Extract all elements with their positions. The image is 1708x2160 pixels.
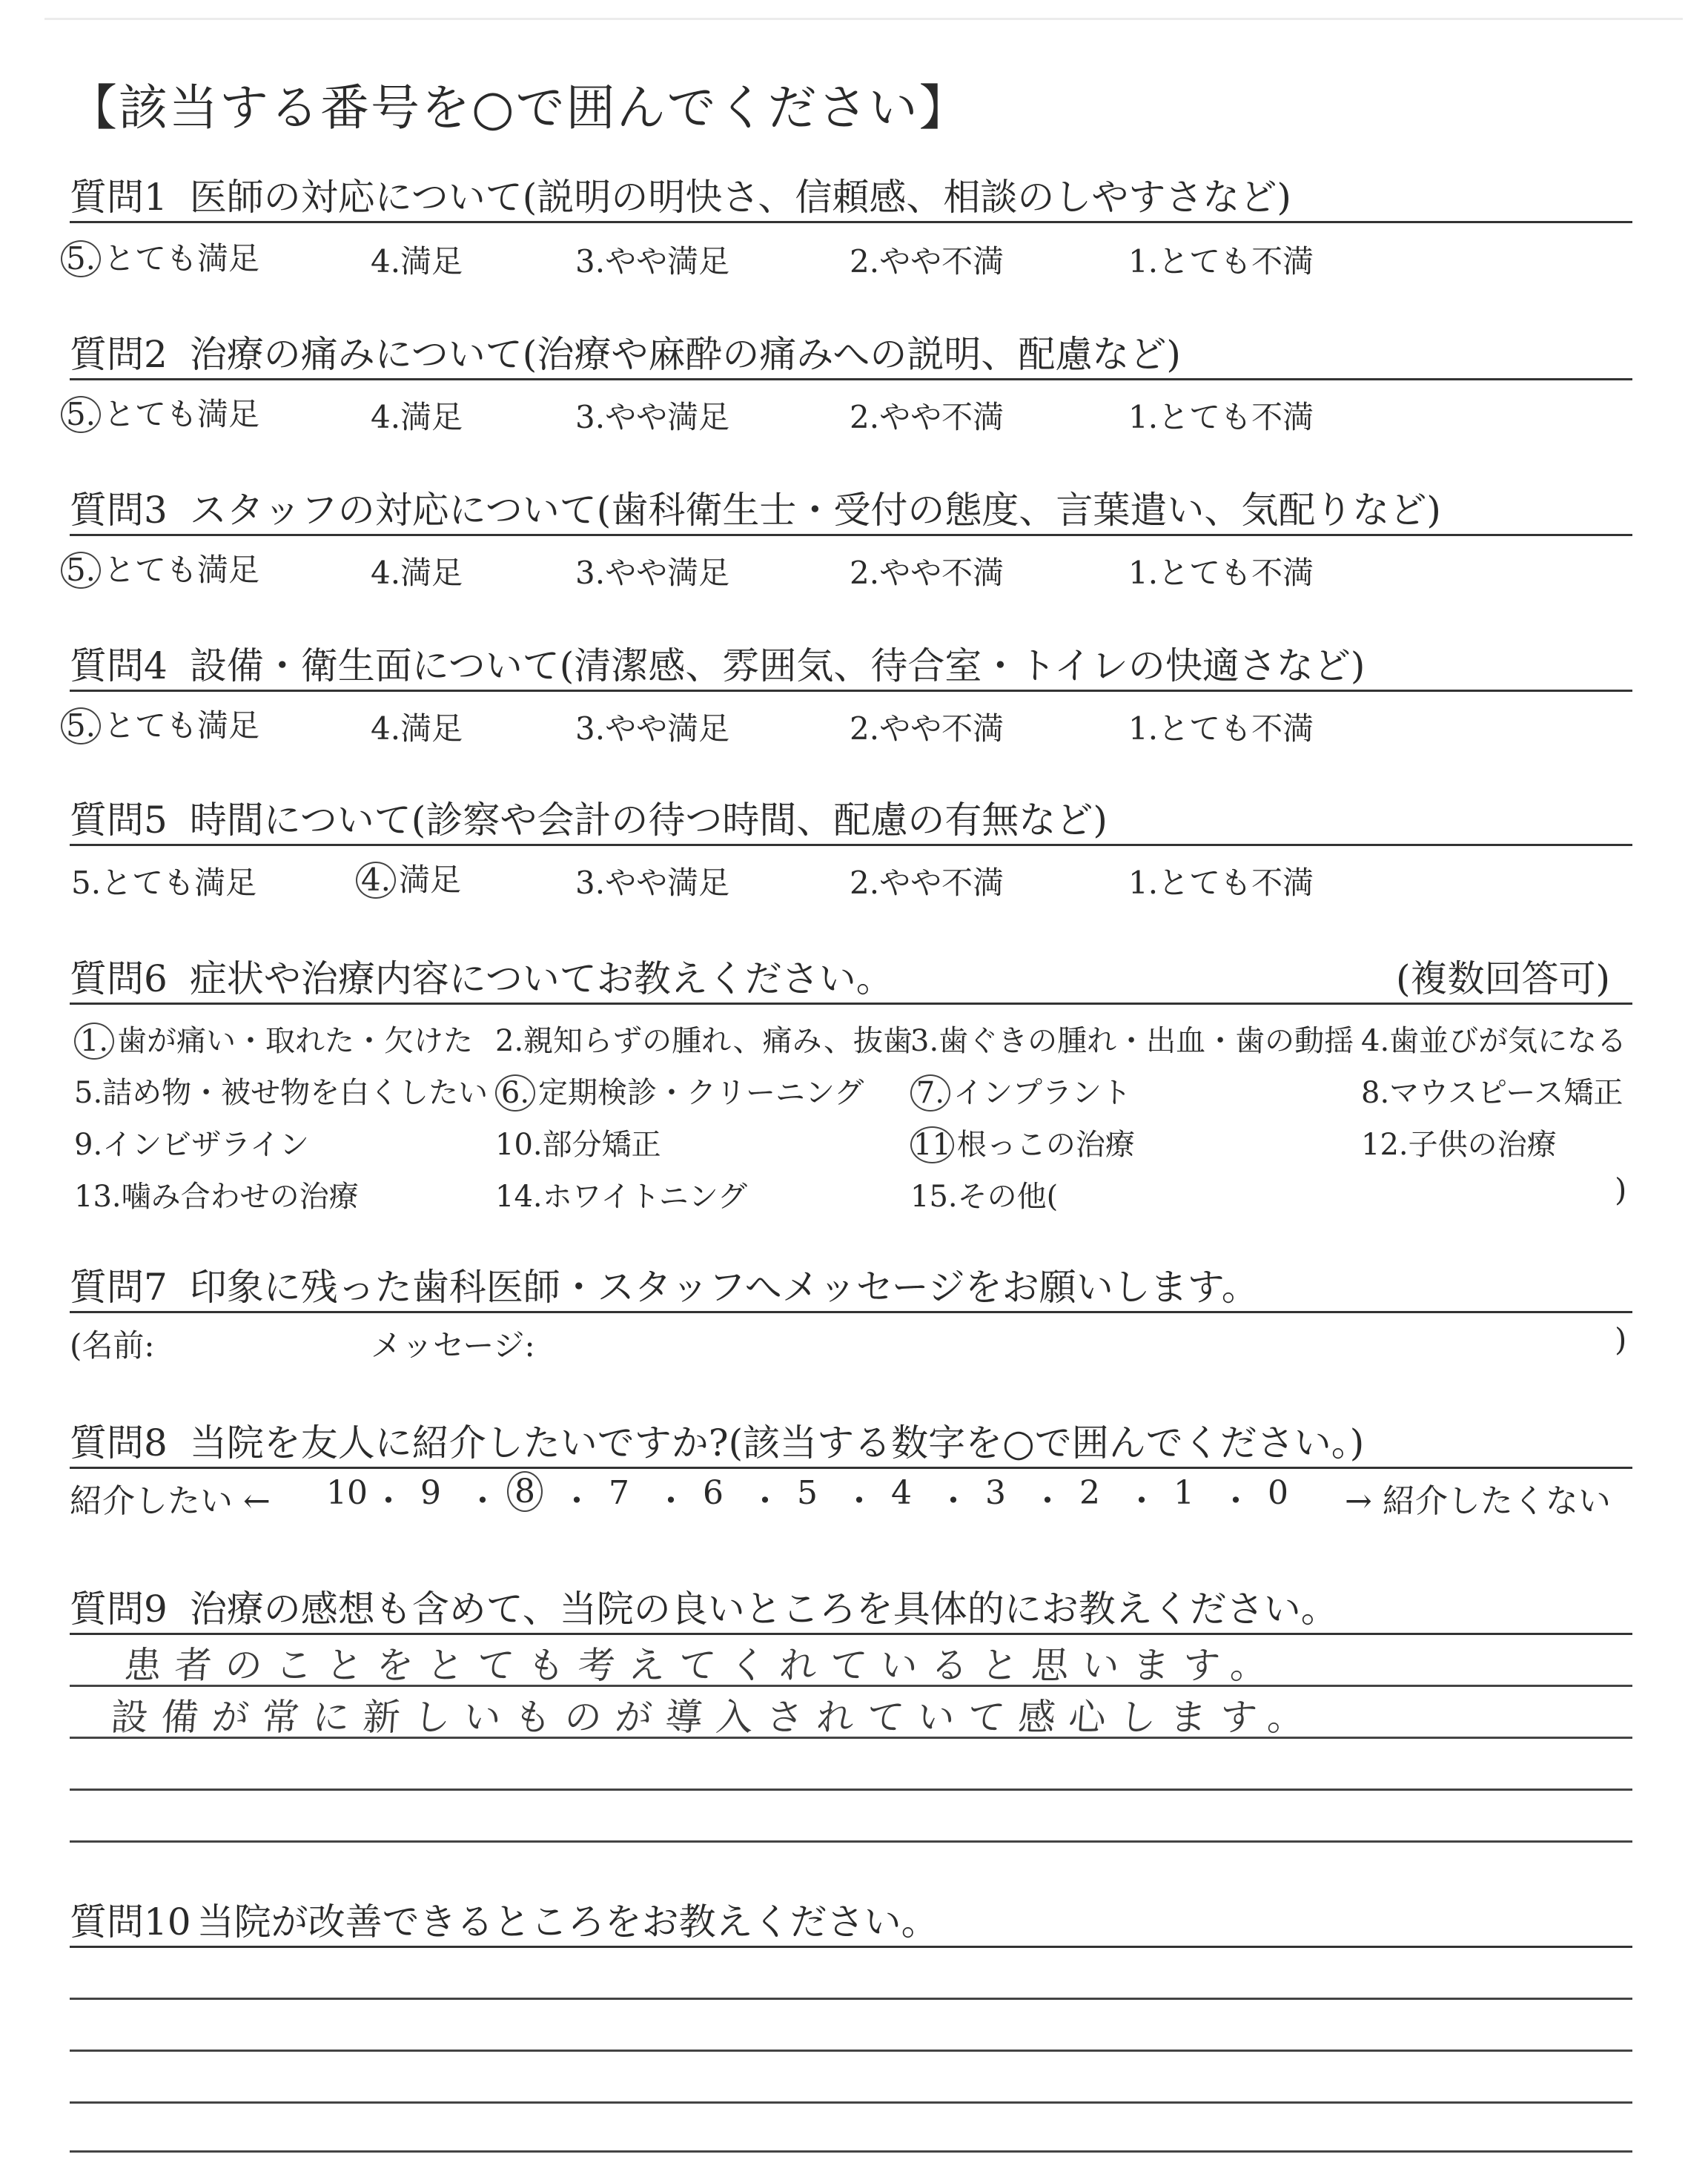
option-number: 8. [1361, 1076, 1390, 1110]
question-number: 質問8 [70, 1421, 168, 1464]
question-number: 質問4 [70, 644, 168, 687]
option-number: 15. [910, 1180, 958, 1214]
option-label: 歯ぐきの腫れ・出血・歯の動揺 [939, 1024, 1354, 1058]
q6-option[interactable] [1361, 1069, 1623, 1112]
circle-mark: 11 [910, 1126, 954, 1163]
page-title: 【該当する番号を○で囲んでください】 [68, 79, 970, 136]
multiple-answer-note: (複数回答可) [1395, 957, 1610, 1000]
option[interactable]: 3.やや満足 [575, 710, 730, 747]
option-selected[interactable]: 5. とても満足 [61, 390, 259, 435]
option-number: 12. [1361, 1128, 1409, 1162]
scale-separator: ・ [749, 1482, 781, 1520]
scale-value[interactable]: 10 [326, 1474, 368, 1512]
answer-line [70, 1840, 1632, 1843]
question-10 [70, 1892, 1632, 1948]
option[interactable]: 3.やや満足 [575, 243, 730, 280]
circle-mark: 6. [495, 1074, 535, 1112]
scale-separator: ・ [1219, 1482, 1252, 1520]
scale-separator: ・ [560, 1482, 593, 1520]
q6-option[interactable] [1361, 1121, 1557, 1163]
q6-option[interactable] [910, 1173, 1058, 1215]
q6-option[interactable] [74, 1017, 473, 1060]
option-number: 9. [74, 1128, 103, 1162]
handwritten-answer-line-2: 設備が常に新しいものが導入されていて感心します。 [109, 1696, 1320, 1739]
circle-mark: 1. [74, 1023, 114, 1060]
option[interactable]: 5.とても満足 [71, 865, 257, 901]
question-text: 当院を友人に紹介したいですか?(該当する数字を○で囲んでください。) [189, 1421, 1365, 1464]
q6-option[interactable] [495, 1121, 661, 1163]
question-6 [70, 949, 1632, 1005]
option-label: 子供の治療 [1408, 1128, 1557, 1162]
option-label: 噛み合わせの治療 [121, 1180, 359, 1214]
question-text: 時間について(診察や会計の待つ時間、配慮の有無など) [189, 799, 1108, 842]
scale-value[interactable]: 2 [1079, 1474, 1100, 1512]
question-text: 症状や治療内容についてお教えください。 [189, 957, 893, 1000]
answer-line [70, 1685, 1632, 1687]
option[interactable]: 1.とても不満 [1128, 710, 1314, 747]
question-7 [70, 1258, 1632, 1313]
circle-mark: 7. [910, 1074, 950, 1112]
option-selected[interactable]: 5. とても満足 [61, 701, 259, 746]
answer-line [70, 1737, 1632, 1739]
option-label: 歯並びが気になる [1389, 1024, 1627, 1058]
question-text: 印象に残った歯科医師・スタッフへメッセージをお願いします。 [189, 1266, 1259, 1309]
scale-value[interactable]: 0 [1268, 1474, 1288, 1512]
question-number: 質問5 [70, 799, 168, 842]
option-number: 2. [495, 1024, 524, 1058]
option[interactable]: 2.やや不満 [850, 710, 1004, 747]
scale-value[interactable]: 4 [891, 1474, 912, 1512]
q6-option[interactable] [495, 1173, 747, 1215]
question-number: 質問7 [70, 1266, 168, 1309]
option-selected[interactable]: 5. とても満足 [61, 546, 259, 590]
scale-value[interactable]: 6 [703, 1474, 724, 1512]
answer-line [70, 2101, 1632, 2104]
scale-value[interactable]: 9 [420, 1474, 441, 1512]
option[interactable]: 4.満足 [371, 710, 463, 747]
scale-value[interactable]: 1 [1174, 1474, 1194, 1512]
option[interactable]: 2.やや不満 [850, 865, 1004, 901]
option[interactable]: 1.とても不満 [1128, 555, 1314, 591]
scale-left-label: 紹介したい ← [70, 1482, 271, 1520]
option-label: 部分矯正 [542, 1128, 661, 1162]
scale-separator: ・ [843, 1482, 875, 1520]
question-3 [70, 480, 1632, 536]
question-text: 設備・衛生面について(清潔感、雰囲気、待合室・トイレの快適さなど) [189, 644, 1366, 687]
answer-line [70, 1789, 1632, 1791]
question-2 [70, 325, 1632, 380]
scale-separator: ・ [937, 1482, 970, 1520]
option[interactable]: 4.満足 [371, 399, 463, 435]
q6-option[interactable] [495, 1017, 913, 1060]
handwritten-answer-line-1: 患者のことをとても考えてくれていると思います。 [122, 1644, 1282, 1687]
scale-separator: ・ [372, 1482, 405, 1520]
option[interactable]: 1.とても不満 [1128, 243, 1314, 280]
option-label: 根っこの治療 [956, 1128, 1135, 1162]
option-label: インビザライン [102, 1128, 309, 1162]
option-label: 詰め物・被せ物を白くしたい [102, 1076, 489, 1110]
circle-mark: 5. [61, 240, 101, 277]
answer-line [70, 2050, 1632, 2052]
option[interactable]: 2.やや不満 [850, 399, 1004, 435]
option-number: 5. [74, 1076, 103, 1110]
question-8 [70, 1413, 1632, 1469]
question-text: 治療の痛みについて(治療や麻酔の痛みへの説明、配慮など) [189, 333, 1181, 376]
option[interactable]: 1.とても不満 [1128, 865, 1314, 901]
option-label: その他( [957, 1180, 1059, 1214]
question-text: 当院が改善できるところをお教えください。 [196, 1900, 939, 1943]
question-number: 質問6 [70, 957, 168, 1000]
question-number: 質問1 [70, 176, 168, 219]
option-number: 10. [495, 1128, 543, 1162]
message-close-paren: ) [1615, 1321, 1627, 1358]
question-number: 質問2 [70, 333, 168, 376]
scale-separator: ・ [655, 1482, 687, 1520]
circle-mark: 5. [61, 396, 101, 433]
top-border [44, 18, 1683, 20]
option[interactable]: 1.とても不満 [1128, 399, 1314, 435]
question-text: 医師の対応について(説明の明快さ、信頼感、相談のしやすさなど) [189, 176, 1291, 219]
question-text: スタッフの対応について(歯科衛生士・受付の態度、言葉遣い、気配りなど) [189, 489, 1441, 532]
question-text: 治療の感想も含めて、当院の良いところを具体的にお教えください。 [189, 1588, 1338, 1631]
option[interactable]: 2.やや不満 [850, 243, 1004, 280]
option[interactable]: 3.やや満足 [575, 399, 730, 435]
option-label: 親知らずの腫れ、痛み、抜歯 [523, 1024, 913, 1058]
q6-option[interactable] [495, 1069, 864, 1112]
option-selected[interactable]: 5. とても満足 [61, 234, 259, 279]
q6-option[interactable] [74, 1173, 359, 1215]
question-number: 質問9 [70, 1588, 168, 1631]
option[interactable]: 4.満足 [371, 243, 463, 280]
question-1 [70, 168, 1632, 223]
option[interactable]: 3.やや満足 [575, 865, 730, 901]
q6-option[interactable] [1361, 1017, 1626, 1060]
circle-mark: 4. [356, 862, 396, 899]
question-9 [70, 1579, 1632, 1635]
other-close-paren: ) [1615, 1172, 1627, 1208]
q6-option[interactable] [910, 1069, 1131, 1112]
circle-mark: 5. [61, 552, 101, 589]
option-number: 13. [74, 1180, 122, 1214]
option-label: インプラント [953, 1076, 1131, 1110]
option-selected[interactable]: 4. 満足 [356, 856, 461, 900]
scale-separator: ・ [466, 1482, 499, 1520]
scale-separator: ・ [1031, 1482, 1064, 1520]
question-4 [70, 636, 1632, 692]
name-field-label: (名前: [70, 1327, 155, 1364]
circle-mark: 5. [61, 707, 101, 744]
option-number: 4. [1361, 1024, 1390, 1058]
scale-value-selected[interactable]: 8 [507, 1471, 543, 1512]
q6-option[interactable] [74, 1069, 488, 1112]
option-label: ホワイトニング [542, 1180, 748, 1214]
question-number: 質問3 [70, 489, 168, 532]
scale-value[interactable]: 7 [609, 1474, 629, 1512]
scale-separator: ・ [1125, 1482, 1158, 1520]
answer-line [70, 1998, 1632, 2000]
question-number: 質問10 [70, 1900, 191, 1943]
option-label: 歯が痛い・取れた・欠けた [117, 1024, 473, 1058]
option[interactable]: 3.やや満足 [575, 555, 730, 591]
q6-option[interactable] [74, 1121, 309, 1163]
option-number: 14. [495, 1180, 543, 1214]
option-label: マウスピース矯正 [1389, 1076, 1623, 1110]
option[interactable]: 2.やや不満 [850, 555, 1004, 591]
option[interactable]: 4.満足 [371, 555, 463, 591]
q6-option[interactable] [910, 1121, 1135, 1163]
message-field-label: メッセージ: [371, 1327, 535, 1364]
option-number: 3. [910, 1024, 939, 1058]
scale-value[interactable]: 5 [797, 1474, 818, 1512]
answer-line [70, 2150, 1632, 2153]
option-label: 定期検診・クリーニング [538, 1076, 864, 1110]
scale-right-label: → 紹介したくない [1345, 1482, 1611, 1520]
scale-value[interactable]: 3 [985, 1474, 1006, 1512]
q6-option[interactable] [910, 1017, 1354, 1060]
question-5 [70, 790, 1632, 846]
